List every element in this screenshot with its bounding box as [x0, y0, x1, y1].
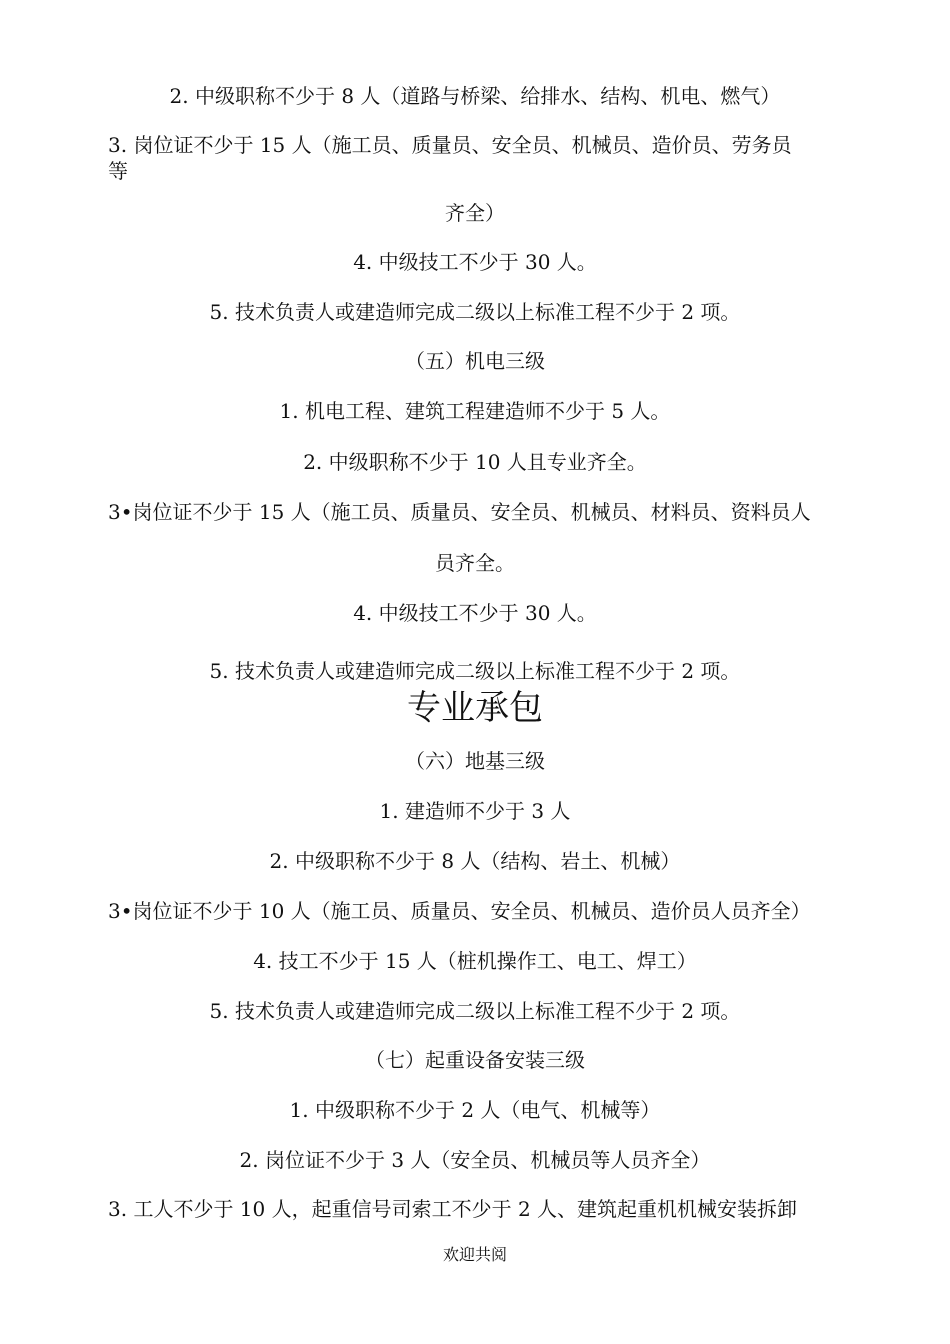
section-heading: （七）起重设备安装三级	[365, 1048, 585, 1072]
text-line: 5. 技术负责人或建造师完成二级以上标准工程不少于 2 项。	[209, 659, 741, 683]
text-line: 员齐全。	[435, 551, 515, 575]
text-line: 2. 中级职称不少于 8 人（道路与桥梁、给排水、结构、机电、燃气）	[169, 84, 781, 108]
text-line: 4. 技工不少于 15 人（桩机操作工、电工、焊工）	[253, 949, 697, 973]
page-heading: 专业承包	[407, 688, 543, 728]
section-heading: （五）机电三级	[405, 349, 545, 373]
text-line: 4. 中级技工不少于 30 人。	[353, 601, 597, 625]
text-line: 3. 岗位证不少于 15 人（施工员、质量员、安全员、机械员、造价员、劳务员	[108, 133, 792, 157]
text-line: 3•岗位证不少于 15 人（施工员、质量员、安全员、机械员、材料员、资料员人	[108, 500, 811, 524]
text-line: 2. 中级职称不少于 10 人且专业齐全。	[303, 450, 647, 474]
section-heading: （六）地基三级	[405, 749, 545, 773]
text-line: 2. 岗位证不少于 3 人（安全员、机械员等人员齐全）	[239, 1148, 711, 1172]
text-line: 5. 技术负责人或建造师完成二级以上标准工程不少于 2 项。	[209, 300, 741, 324]
text-line: 5. 技术负责人或建造师完成二级以上标准工程不少于 2 项。	[209, 999, 741, 1023]
text-line: 2. 中级职称不少于 8 人（结构、岩土、机械）	[269, 849, 681, 873]
text-line: 1. 中级职称不少于 2 人（电气、机械等）	[289, 1098, 661, 1122]
text-line: 3•岗位证不少于 10 人（施工员、质量员、安全员、机械员、造价员人员齐全）	[108, 899, 811, 923]
text-line: 3. 工人不少于 10 人，起重信号司索工不少于 2 人、建筑起重机机械安装拆卸	[108, 1197, 798, 1221]
text-line: 4. 中级技工不少于 30 人。	[353, 250, 597, 274]
text-line: 等	[108, 159, 128, 183]
page-footer: 欢迎共阅	[442, 1245, 507, 1264]
text-line: 齐全）	[445, 201, 505, 225]
text-line: 1. 机电工程、建筑工程建造师不少于 5 人。	[279, 399, 671, 423]
text-line: 1. 建造师不少于 3 人	[379, 799, 571, 823]
